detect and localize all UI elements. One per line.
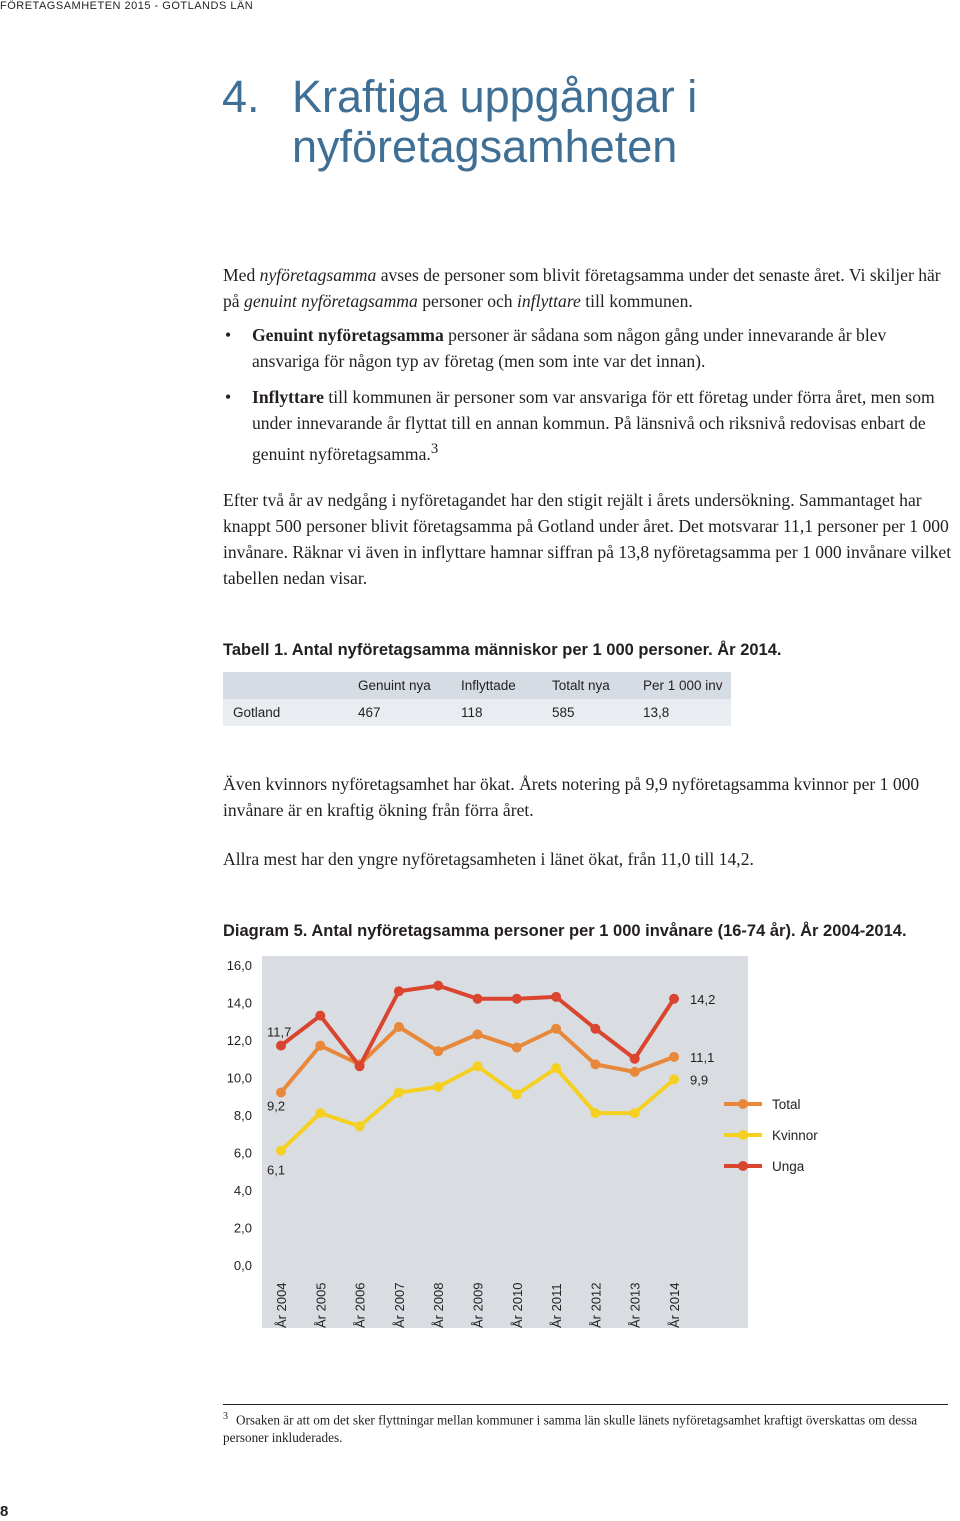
data-point [512,1089,522,1099]
intro-text: till kommunen. [580,291,693,311]
chapter-title [222,72,697,172]
y-tick-label: 8,0 [233,1108,252,1123]
footnote-text: Orsaken är att om det sker flyttningar mellan kommuner i samma län skulle länets nyföretagsamhet kraftigt överskattas om dessa personer inkluderades. [223,1412,918,1446]
line-chart [218,950,948,1340]
footnote [223,1408,953,1447]
data-point [669,994,679,1004]
list-item [223,322,953,374]
column-header: Per 1 000 inv [633,672,731,699]
data-point [630,1054,640,1064]
data-point [512,994,522,1004]
x-tick-label: År 2008 [431,1282,447,1328]
y-tick-label: 12,0 [226,1033,252,1048]
data-point [394,986,404,996]
data-point [355,1061,365,1071]
table-cell: Gotland [223,699,348,726]
column-header [223,672,348,699]
data-point [551,1063,561,1073]
table-cell: 13,8 [633,699,731,726]
data-point [669,1052,679,1062]
chapter-title-line2: nyföretagsamheten [292,121,678,172]
y-tick-label: 0,0 [233,1258,252,1273]
data-label: 11,1 [690,1049,715,1065]
chapter-title-line1: Kraftiga uppgångar i [292,71,698,122]
running-head: FÖRETAGSAMHETEN 2015 - GOTLANDS LÄN [0,0,254,12]
y-tick-label: 10,0 [226,1070,252,1086]
x-tick-label: År 2006 [352,1282,368,1328]
x-tick-label: År 2014 [667,1282,682,1328]
y-tick-label: 6,0 [233,1145,252,1161]
data-label: 6,1 [267,1162,286,1178]
data-point [590,1024,600,1034]
legend-marker [738,1099,748,1109]
y-tick-label: 14,0 [226,995,252,1011]
x-tick-label: År 2004 [274,1282,289,1328]
data-point [433,1046,443,1056]
data-point [276,1041,286,1051]
plot-background [262,956,748,1328]
data-point [551,992,561,1002]
chapter-number: 4. [222,71,260,122]
x-tick-label: År 2007 [391,1282,407,1328]
bullet-text: personer är sådana som någon gång under innevarande år blev ansvariga för någon typ av företag (men som inte var det innan). [252,325,887,371]
x-tick-label: År 2009 [470,1282,486,1328]
x-tick-label: År 2012 [588,1282,604,1328]
x-tick-label: År 2011 [549,1283,565,1328]
table-cell: 118 [451,699,542,726]
bullet-term: Inflyttare [252,387,324,407]
bullet-icon: • [225,325,232,345]
data-point [551,1024,561,1034]
data-point [630,1067,640,1077]
data-point [473,1061,483,1071]
data-point [590,1059,600,1069]
paragraph-unga: Allra mest har den yngre nyföretagsamheten i länet ökat, från 11,0 till 14,2. [223,849,754,869]
term-nyforetagsamma: nyföretagsamma [259,265,377,285]
x-tick-label: År 2005 [313,1282,329,1328]
data-point [355,1121,365,1131]
data-table [223,672,731,726]
bullet-text: till kommunen är personer som var ansvariga för ett företag under förra året, men som under innevarande år flyttat till en annan kommun. På länsnivå och riksnivå redovisas enbart de genuint nyföretagsamma. [252,387,935,464]
paragraph-kvinnor: Även kvinnors nyföretagsamhet har ökat. Årets notering på 9,9 nyföretagsamma kvinnor per 1 000 invånare är en kraftig ökning från förra året. [223,774,920,820]
y-tick-label: 4,0 [233,1183,252,1198]
data-label: 9,2 [267,1098,286,1114]
data-point [669,1074,679,1084]
data-point [630,1108,640,1118]
table-header-row [223,672,731,699]
data-point [433,1082,443,1092]
column-header: Inflyttade [451,672,542,699]
x-tick-label: År 2010 [509,1282,525,1328]
legend-label: Kvinnor [772,1128,818,1143]
footnote-ref[interactable]: 3 [430,441,439,457]
term-genuint: genuint nyföretagsamma [244,291,418,311]
data-label: 14,2 [690,991,716,1007]
table-caption: Tabell 1. Antal nyföretagsamma människor per 1 000 personer. År 2014. [223,641,782,659]
column-header: Totalt nya [542,672,633,699]
intro-text: Med [223,265,260,285]
data-point [276,1146,286,1156]
table-cell: 585 [542,699,633,726]
definition-list [223,322,953,477]
data-point [315,1041,325,1051]
paragraph-nyforetagande: Efter två år av nedgång i nyföretagandet har den stigit rejält i årets undersökning. Sammantaget har knappt 500 personer blivit företagsamma på Gotland under året. Det motsvarar 11,1 personer per 1 000 invånare. Räknar vi även in inflyttare hamnar siffran på 13,8 nyföretagsamma per 1 000 invånare vilket tabellen nedan visar. [223,490,952,588]
data-point [590,1108,600,1118]
data-point [473,994,483,1004]
data-point [433,981,443,991]
y-tick-label: 16,0 [226,958,252,973]
data-point [315,1011,325,1021]
intro-paragraph [223,262,953,314]
x-tick-label: År 2013 [627,1282,643,1328]
table-cell: 467 [348,699,451,726]
footnote-divider [223,1404,948,1405]
data-point [394,1022,404,1032]
data-label: 9,9 [690,1072,709,1088]
legend-label: Unga [772,1159,805,1174]
page-number: 8 [0,1503,9,1520]
y-tick-label: 2,0 [233,1220,252,1236]
data-point [512,1043,522,1053]
data-label: 11,7 [267,1024,292,1040]
bullet-icon: • [225,387,232,407]
legend-marker [738,1161,748,1171]
intro-text: personer och [417,291,517,311]
legend-marker [738,1130,748,1140]
footnote-number: 3 [223,1411,228,1422]
intro-text: avses de personer som blivit företagsamma under det senaste året. Vi skiljer här på [223,265,941,311]
bullet-term: Genuint nyföretagsamma [252,325,444,345]
y-axis [227,958,252,1273]
column-header: Genuint nya [348,672,451,699]
term-inflyttare: inflyttare [517,291,581,311]
table-row [223,699,731,726]
data-point [315,1108,325,1118]
data-point [394,1088,404,1098]
data-point [473,1029,483,1039]
legend-label: Total [772,1097,801,1112]
chart-caption: Diagram 5. Antal nyföretagsamma personer per 1 000 invånare (16-74 år). År 2004-2014. [223,922,907,940]
data-point [276,1088,286,1098]
list-item [223,384,953,467]
